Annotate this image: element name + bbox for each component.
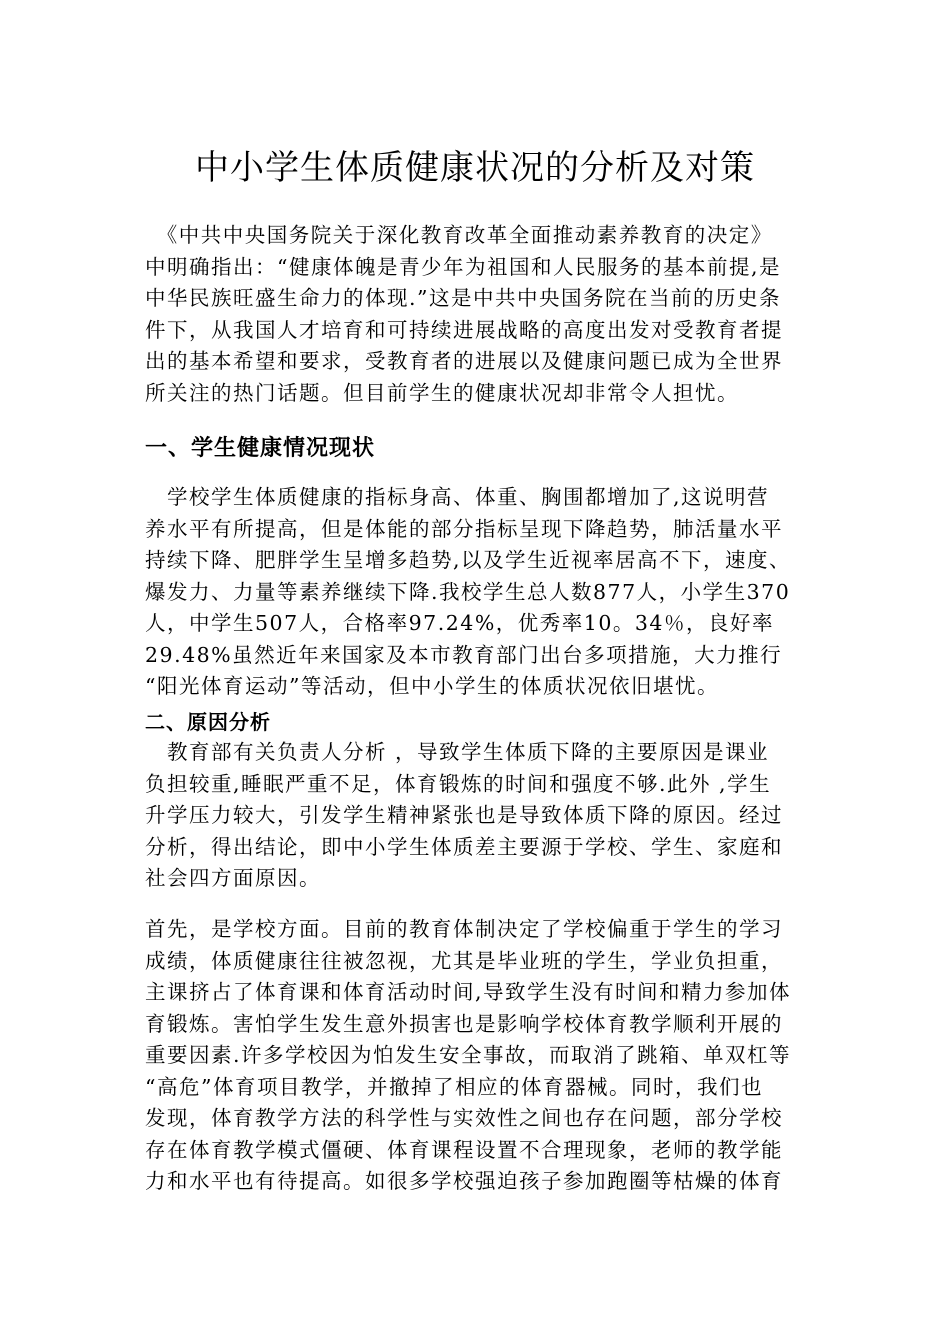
text-line: 出的基本希望和要求，受教育者的进展以及健康问题已成为全世界	[145, 349, 783, 373]
text-line: 社会四方面原因。	[145, 866, 321, 890]
text-line: 育锻炼。害怕学生发生意外损害也是影响学校体育教学顺利开展的	[145, 1011, 783, 1036]
text-line: 中明确指出：“健康体魄是青少年为祖国和人民服务的基本前提,是	[145, 254, 781, 279]
text-line: 负担较重,睡眠严重不足，体育锻炼的时间和强度不够.此外 ,学生	[145, 771, 772, 796]
text-line: 重要因素.许多学校因为怕发生安全事故，而取消了跳箱、单双杠等	[145, 1043, 792, 1067]
section-heading-causes: 二、原因分析	[145, 710, 271, 734]
text-line: “高危”体育项目教学，并撤掉了相应的体育器械。同时，我们也	[145, 1074, 763, 1099]
text-line: 学校学生体质健康的指标身高、体重、胸围都增加了,这说明营	[145, 485, 770, 509]
text-line: 教育部有关负责人分析 ，导致学生体质下降的主要原因是课业	[145, 740, 770, 764]
status-paragraph	[145, 482, 805, 703]
text-line: 发现，体育教学方法的科学性与实效性之间也存在问题，部分学校	[145, 1106, 783, 1130]
text-line: 爆发力、力量等素养继续下降.我校学生总人数877人，小学生370	[145, 579, 791, 604]
text-line: 成绩，体质健康往往被忽视，尤其是毕业班的学生，学业负担重，	[145, 948, 783, 973]
section-heading-status: 一、学生健康情况现状	[145, 436, 376, 461]
text-line: 升学压力较大，引发学生精神紧张也是导致体质下降的原因。经过	[145, 803, 783, 827]
document-title: 中小学生体质健康状况的分析及对策	[195, 148, 755, 188]
causes-paragraph	[145, 737, 805, 895]
text-line: 首先，是学校方面。目前的教育体制决定了学校偏重于学生的学习	[145, 917, 783, 941]
text-line: 存在体育教学模式僵硬、体育课程设置不合理现象，老师的教学能	[145, 1137, 783, 1162]
intro-paragraph	[145, 220, 805, 409]
text-line: 养水平有所提高，但是体能的部分指标呈现下降趋势，肺活量水平	[145, 516, 783, 541]
text-line: 所关注的热门话题。但目前学生的健康状况却非常令人担忧。	[145, 380, 739, 405]
text-line: 分析，得出结论，即中小学生体质差主要源于学校、学生、家庭和	[145, 834, 783, 859]
school-factors-paragraph	[145, 914, 805, 1198]
text-line: 件下，从我国人才培育和可持续进展战略的高度出发对受教育者提	[145, 317, 783, 342]
text-line: 29.48%虽然近年来国家及本市教育部门出台多项措施，大力推行	[145, 642, 783, 667]
text-line: 力和水平也有待提高。如很多学校强迫孩子参加跑圈等枯燥的体育	[145, 1169, 783, 1193]
text-line: 持续下降、肥胖学生呈增多趋势,以及学生近视率居高不下，速度、	[145, 548, 792, 572]
text-line: “阳光体育运动”等活动，但中小学生的体质状况依旧堪忧。	[145, 674, 719, 698]
text-line: 中华民族旺盛生命力的体现.”这是中共中央国务院在当前的历史条	[145, 286, 781, 310]
text-line: 主课挤占了体育课和体育活动时间,导致学生没有时间和精力参加体	[145, 980, 792, 1004]
text-line: 《中共中央国务院关于深化教育改革全面推动素养教育的决定》	[145, 223, 773, 247]
text-line: 人，中学生507人，合格率97.24%，优秀率10。34％，良好率	[145, 611, 774, 635]
